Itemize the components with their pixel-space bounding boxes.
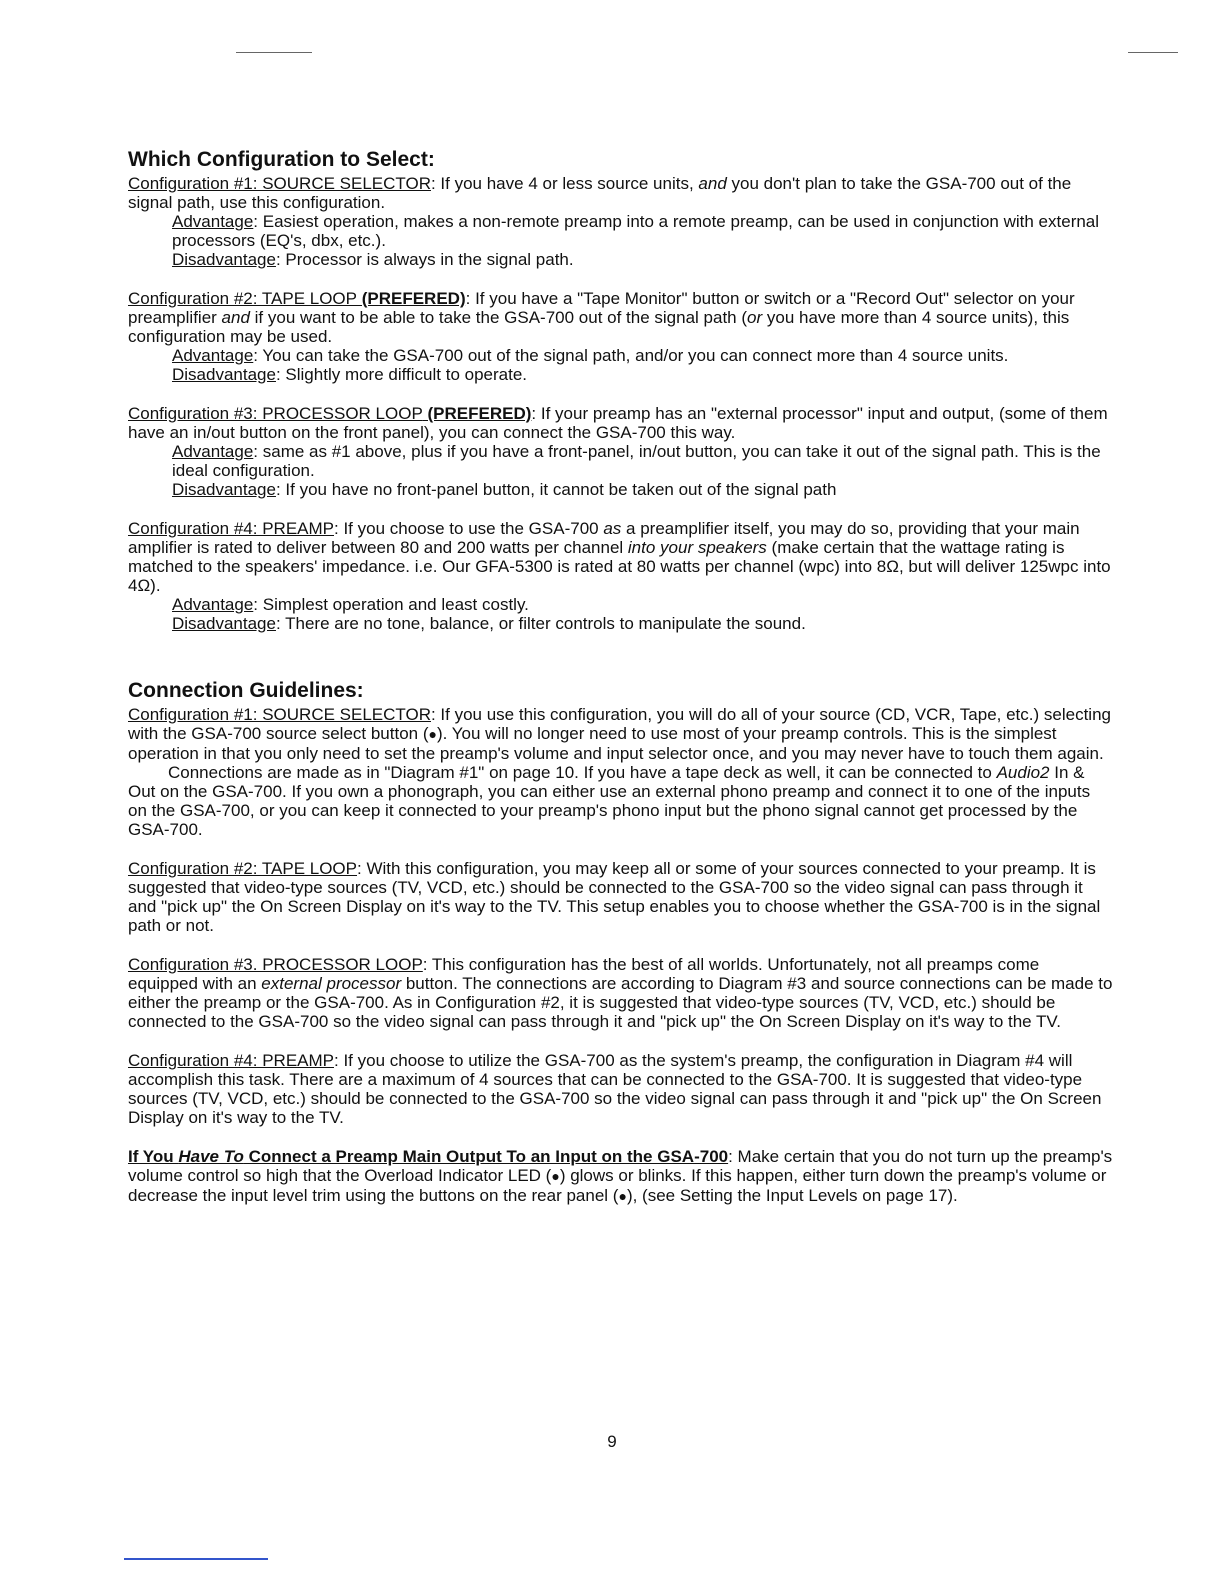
text: : There are no tone, balance, or filter controls to manipulate the sound.: [275, 614, 806, 633]
emphasis: and: [221, 308, 250, 327]
text: : Simplest operation and least costly.: [253, 595, 529, 614]
config-2-description: [128, 289, 1113, 384]
text: ). You will no longer need to use most of your preamp controls. This is the simplest operation in that you only need to set the preamp's volume and input selector once, and you may never have to touch them again.: [128, 724, 1104, 763]
text: : If you choose to use the GSA-700: [334, 519, 604, 538]
text: if you want to be able to take the GSA-700 out of the signal path (: [249, 308, 748, 327]
text: : Make certain that you do not turn up the preamp's volume control so high that the Overload Indicator LED (: [128, 1147, 1113, 1185]
page-number: 9: [607, 1432, 617, 1451]
button-marker-icon: ●: [618, 1188, 627, 1204]
led-marker-icon: ●: [551, 1168, 560, 1184]
guideline-4-lead: [128, 1051, 1113, 1127]
emphasis: into your speakers: [627, 538, 767, 557]
emphasis: Audio2: [996, 763, 1050, 782]
text: : same as #1 above, plus if you have a front-panel, in/out button, you can take it out of the signal path. This is the ideal configuration.: [172, 442, 1101, 480]
text: : If your preamp has an "external processor" input and output, (some of them have an in/out button on the front panel), you can connect the GSA-700 this way.: [128, 404, 1108, 442]
guideline-1-lead: [128, 705, 1113, 763]
guideline-1: [128, 705, 1113, 839]
text: : Processor is always in the signal path.: [275, 250, 574, 269]
config-4-lead: [128, 519, 1113, 595]
scan-artifact-line: [1128, 52, 1178, 53]
text: : If you choose to utilize the GSA-700 as the system's preamp, the configuration in Diagram #4 will accomplish this task. There are a maximum of 4 sources that can be connected to the GSA-700. It is suggested that video-type sources (TV, VCD, etc.) should be connected to the GSA-700 so the video signal can pass through it and "pick up" the On Screen Display on it's way to the TV.: [128, 1051, 1102, 1127]
guideline-1-title: Configuration: [128, 705, 230, 724]
text: a preamplifier itself, you may do so, providing that your main amplifier is rated to deliver between 80 and 200 watts per channel: [128, 519, 1080, 557]
emphasis: external processor: [261, 974, 402, 993]
section-heading-which-configuration: Which Configuration to Select:: [128, 148, 435, 171]
guideline-5-title-rest: Connect a Preamp Main Output To an Input on the GSA-700: [243, 1147, 729, 1166]
guideline-1-paragraph-2: [128, 763, 1113, 839]
text: : You can take the GSA-700 out of the signal path, and/or you can connect more than 4 source units.: [253, 346, 1009, 365]
text: : This configuration has the best of all worlds. Unfortunately, not all preamps come equipped with an: [128, 955, 1040, 993]
emphasis: or: [747, 308, 763, 327]
config-3-disadvantage: [172, 480, 1113, 499]
button-marker-icon: ●: [428, 726, 437, 742]
config-2-advantage: [172, 346, 1113, 365]
page-content: [128, 148, 1113, 1226]
advantage-label: Advantage: [172, 212, 254, 231]
preferred-label: (PREFERED): [357, 289, 466, 308]
guideline-2: [128, 859, 1113, 935]
text: : If you use this configuration, you will do all of your source (CD, VCR, Tape, etc.) selecting with the GSA-700 source select button (: [128, 705, 1111, 743]
guideline-3: [128, 955, 1113, 1031]
config-4-title: Configuration #4: PREAMP: [128, 519, 334, 538]
config-2-title: Configuration #2: TAPE LOOP: [128, 289, 357, 308]
guideline-3-title: Configuration #3. PROCESSOR LOOP: [128, 955, 423, 974]
config-4-advantage: [172, 595, 1113, 614]
guideline-2-lead: [128, 859, 1113, 935]
text: button. The connections are according to Diagram #3 and source connections can be made to either the preamp or the GSA-700. As in Configuration #2, it is suggested that video-type sources (TV, VCD, etc.) should be connected to the GSA-700 so the video signal can pass through it and "pick up" the On Screen Display on it's way to the TV.: [128, 974, 1113, 1031]
config-3-lead: [128, 404, 1113, 442]
guideline-4: [128, 1051, 1113, 1127]
text: ), (see Setting the Input Levels on page 17).: [626, 1186, 958, 1205]
text: : If you have 4 or less source units,: [430, 174, 699, 193]
config-3-advantage: [172, 442, 1113, 480]
config-1-description: [128, 174, 1113, 269]
guideline-5-title: If You: [128, 1147, 179, 1166]
guideline-1-title-rest: #1: SOURCE SELECTOR: [229, 705, 431, 724]
config-2-lead: [128, 289, 1113, 346]
guideline-2-title: Configuration #2: TAPE LOOP: [128, 859, 357, 878]
config-3-title: Configuration #3: PROCESSOR LOOP: [128, 404, 423, 423]
config-1-disadvantage: [172, 250, 1113, 269]
text: ) glows or blinks. If this happen, either turn down the preamp's volume or decrease the input level trim using the buttons on the rear panel (: [128, 1166, 1107, 1205]
text: : Slightly more difficult to operate.: [275, 365, 528, 384]
text: (make certain that the wattage rating is matched to the speakers' impedance. i.e. Our GFA-5300 is rated at 80 watts per channel (wpc) into 8Ω, but will deliver 125wpc into 4Ω).: [128, 538, 1111, 595]
text: : If you have a "Tape Monitor" button or switch or a "Record Out" selector on your preamplifier: [128, 289, 1075, 327]
text: In & Out on the GSA-700. If you own a phonograph, you can either use an external phono preamp and connect it to one of the inputs on the GSA-700, or you can keep it connected to your preamp's phono input but the phono signal cannot get processed by the GSA-700.: [128, 763, 1091, 839]
config-1-title: Configuration #1: SOURCE SELECTOR: [128, 174, 431, 193]
emphasis: and: [698, 174, 727, 193]
scan-artifact-line: [124, 1558, 268, 1560]
guideline-5: [128, 1147, 1113, 1206]
config-4-description: [128, 519, 1113, 633]
guideline-3-lead: [128, 955, 1113, 1031]
config-1-advantage: [172, 212, 1113, 250]
text: you have more than 4 source units), this configuration may be used.: [128, 308, 1070, 346]
advantage-label: Advantage: [172, 595, 254, 614]
advantage-label: Advantage: [172, 442, 254, 461]
guideline-4-title: Configuration #4: PREAMP: [128, 1051, 334, 1070]
preferred-label: (PREFERED): [422, 404, 532, 423]
advantage-label: Advantage: [172, 346, 254, 365]
text: : If you have no front-panel button, it cannot be taken out of the signal path: [275, 480, 837, 499]
disadvantage-label: Disadvantage: [172, 250, 276, 269]
guideline-5-lead: [128, 1147, 1113, 1206]
disadvantage-label: Disadvantage: [172, 480, 276, 499]
scan-artifact-line: [236, 52, 312, 53]
config-2-disadvantage: [172, 365, 1113, 384]
text: : Easiest operation, makes a non-remote preamp into a remote preamp, can be used in conjunction with external processors (EQ's, dbx, etc.).: [172, 212, 1100, 250]
section-heading-connection-guidelines: Connection Guidelines:: [128, 679, 364, 702]
spacer: [128, 653, 1113, 679]
text: : With this configuration, you may keep all or some of your sources connected to your preamp. It is suggested that video-type sources (TV, VCD, etc.) should be connected to the GSA-700 so the video signal can pass through it and "pick up" the On Screen Display on it's way to the TV. This setup enables you to choose whether the GSA-700 is in the signal path or not.: [128, 859, 1101, 935]
disadvantage-label: Disadvantage: [172, 614, 276, 633]
disadvantage-label: Disadvantage: [172, 365, 276, 384]
config-1-lead: [128, 174, 1113, 212]
config-3-description: [128, 404, 1113, 499]
text: you don't plan to take the GSA-700 out of the signal path, use this configuration.: [128, 174, 1072, 212]
emphasis: Have To: [178, 1147, 244, 1166]
config-4-disadvantage: [172, 614, 1113, 633]
text: Connections are made as in "Diagram #1" on page 10. If you have a tape deck as well, it can be connected to: [168, 763, 997, 782]
emphasis: as: [603, 519, 622, 538]
